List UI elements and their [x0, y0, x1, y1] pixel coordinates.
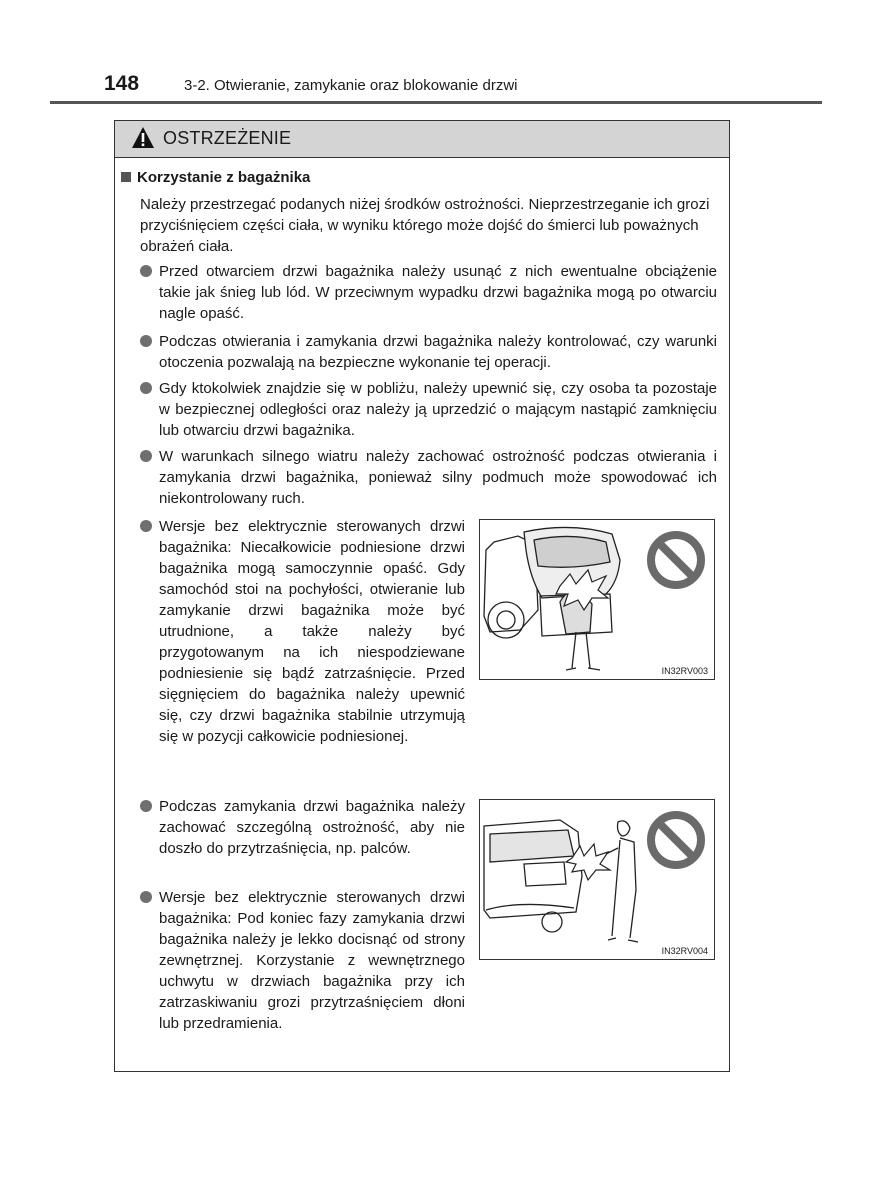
- warning-header: [115, 121, 729, 158]
- bullet-dot-icon: [140, 450, 152, 462]
- bullet-text: Podczas zamykania drzwi bagażnika należy zachować szczególną ostrożność, aby nie doszło do przytrzaśnięcia, np. palców.: [159, 798, 465, 857]
- bullet-item: [159, 378, 717, 441]
- bullet-item: [159, 516, 465, 747]
- warning-title: OSTRZEŻENIE: [163, 128, 292, 148]
- bullet-text: Przed otwarciem drzwi bagażnika należy usunąć z nich ewentualne obciążenie takie jak śnieg lub lód. W przeciwnym wypadku drzwi bagażnika mogą po otwarciu nagle opaść.: [159, 263, 717, 322]
- bullet-dot-icon: [140, 335, 152, 347]
- bullet-dot-icon: [140, 520, 152, 532]
- bullet-dot-icon: [140, 800, 152, 812]
- car-tailgate-illustration: [480, 520, 714, 679]
- bullet-text: Podczas otwierania i zamykania drzwi bagażnika należy kontrolować, czy warunki otoczenia pozwalają na bezpieczne wykonanie tej operacji.: [159, 333, 717, 371]
- square-bullet-icon: [121, 172, 131, 182]
- bullet-text: Gdy ktokolwiek znajdzie się w pobliżu, należy upewnić się, czy osoba ta pozostaje w bezpiecznej odległości oraz należy ją uprzedzić o mającym nastąpić zamknięciu lub otwarciu drzwi bagażnika.: [159, 380, 717, 439]
- bullet-text: Wersje bez elektrycznie sterowanych drzwi bagażnika: Niecałkowicie podniesione drzwi bagażnika mogą samoczynnie opaść. Gdy samochód stoi na pochyłości, otwieranie lub zamykanie drzwi bagażnika może być utrudnione, a także należy być przygotowanym na ich niespodziewane podniesienie się bądź zatrzaśnięcie. Przed sięgnięciem do bagażnika należy upewnić się, czy drzwi bagażnika stabilnie utrzymują się w pozycji całkowicie podniesionej.: [159, 518, 465, 745]
- figure-code: IN32RV003: [661, 666, 708, 676]
- bullet-item: [159, 331, 717, 373]
- chapter-title: 3-2. Otwieranie, zamykanie oraz blokowanie drzwi: [184, 77, 518, 94]
- bullet-item: [159, 261, 717, 324]
- bullet-item: [159, 887, 465, 1034]
- prohibition-icon: [651, 815, 701, 865]
- car-hand-pinch-illustration: [480, 800, 714, 959]
- page-number: 148: [104, 72, 140, 95]
- section-title: [121, 169, 310, 186]
- bullet-dot-icon: [140, 382, 152, 394]
- warning-box: [114, 120, 730, 1072]
- bullet-dot-icon: [140, 265, 152, 277]
- intro-text: Należy przestrzegać podanych niżej środków ostrożności. Nieprzestrzeganie ich grozi przyciśnięciem części ciała, w wyniku którego może dojść do śmierci lub poważnych obrażeń ciała.: [140, 196, 710, 255]
- warning-triangle-icon: [131, 126, 155, 150]
- header-rule: [50, 101, 822, 104]
- figure-tailgate-falling: [479, 519, 715, 680]
- section-title-text: Korzystanie z bagażnika: [137, 169, 311, 186]
- bullet-text: Wersje bez elektrycznie sterowanych drzwi bagażnika: Pod koniec fazy zamykania drzwi bagażnika należy je lekko docisnąć od strony zewnętrznej. Korzystanie z wewnętrznego uchwytu w drzwiach bagażnika przy ich zatrzaskiwaniu grozi przytrzaśnięciem dłoni lub przedramienia.: [159, 889, 465, 1032]
- prohibition-icon: [651, 535, 701, 585]
- bullet-dot-icon: [140, 891, 152, 903]
- figure-hand-pinch: [479, 799, 715, 960]
- bullet-text: W warunkach silnego wiatru należy zachować ostrożność podczas otwierania i zamykania drzwi bagażnika, ponieważ silny podmuch może spowodować ich niekontrolowany ruch.: [159, 448, 717, 507]
- bullet-item: [159, 796, 465, 859]
- figure-code: IN32RV004: [661, 946, 708, 956]
- bullet-item: [159, 446, 717, 509]
